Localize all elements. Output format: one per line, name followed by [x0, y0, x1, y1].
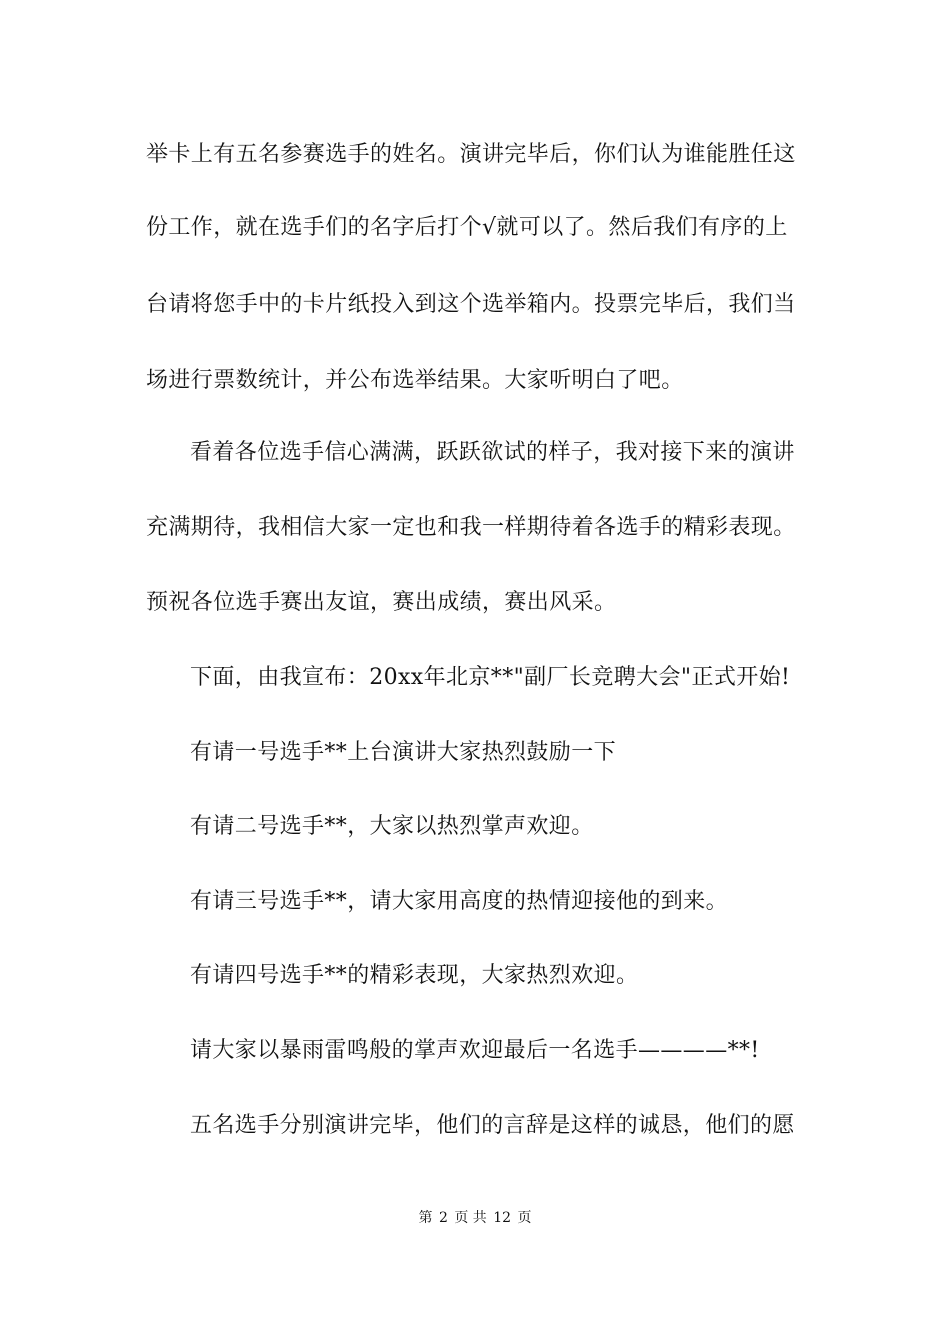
current-page-number: 2 — [438, 1210, 448, 1226]
contestant-5-line: 请大家以暴雨雷鸣般的掌声欢迎最后一名选手————**! — [190, 1038, 760, 1063]
text-line: 充满期待，我相信大家一定也和我一样期待着各选手的精彩表现。 — [146, 515, 796, 540]
paragraph-start-line: 五名选手分别演讲完毕，他们的言辞是这样的诚恳，他们的愿 — [190, 1113, 795, 1138]
footer-prefix: 第 — [418, 1210, 433, 1226]
contestant-4-line: 有请四号选手**的精彩表现，大家热烈欢迎。 — [190, 963, 639, 988]
text-line: 场进行票数统计，并公布选举结果。大家听明白了吧。 — [146, 368, 684, 393]
total-pages-number: 12 — [493, 1210, 512, 1226]
page-number-footer — [0, 1208, 950, 1228]
announcement-line: 下面，由我宣布：20xx年北京**"副厂长竞聘大会"正式开始! — [190, 665, 791, 690]
footer-suffix: 页 — [517, 1210, 532, 1226]
paragraph-start-line: 看着各位选手信心满满，跃跃欲试的样子，我对接下来的演讲 — [190, 440, 795, 465]
contestant-3-line: 有请三号选手**，请大家用高度的热情迎接他的到来。 — [190, 889, 729, 914]
text-line: 台请将您手中的卡片纸投入到这个选举箱内。投票完毕后，我们当 — [146, 292, 796, 317]
contestant-1-line: 有请一号选手**上台演讲大家热烈鼓励一下 — [190, 740, 617, 765]
text-line: 份工作，就在选手们的名字后打个√就可以了。然后我们有序的上 — [146, 215, 788, 240]
text-line: 举卡上有五名参赛选手的姓名。演讲完毕后，你们认为谁能胜任这 — [146, 142, 796, 167]
contestant-2-line: 有请二号选手**，大家以热烈掌声欢迎。 — [190, 814, 594, 839]
text-line: 预祝各位选手赛出友谊，赛出成绩，赛出风采。 — [146, 590, 617, 615]
footer-middle: 页 共 — [454, 1210, 487, 1226]
